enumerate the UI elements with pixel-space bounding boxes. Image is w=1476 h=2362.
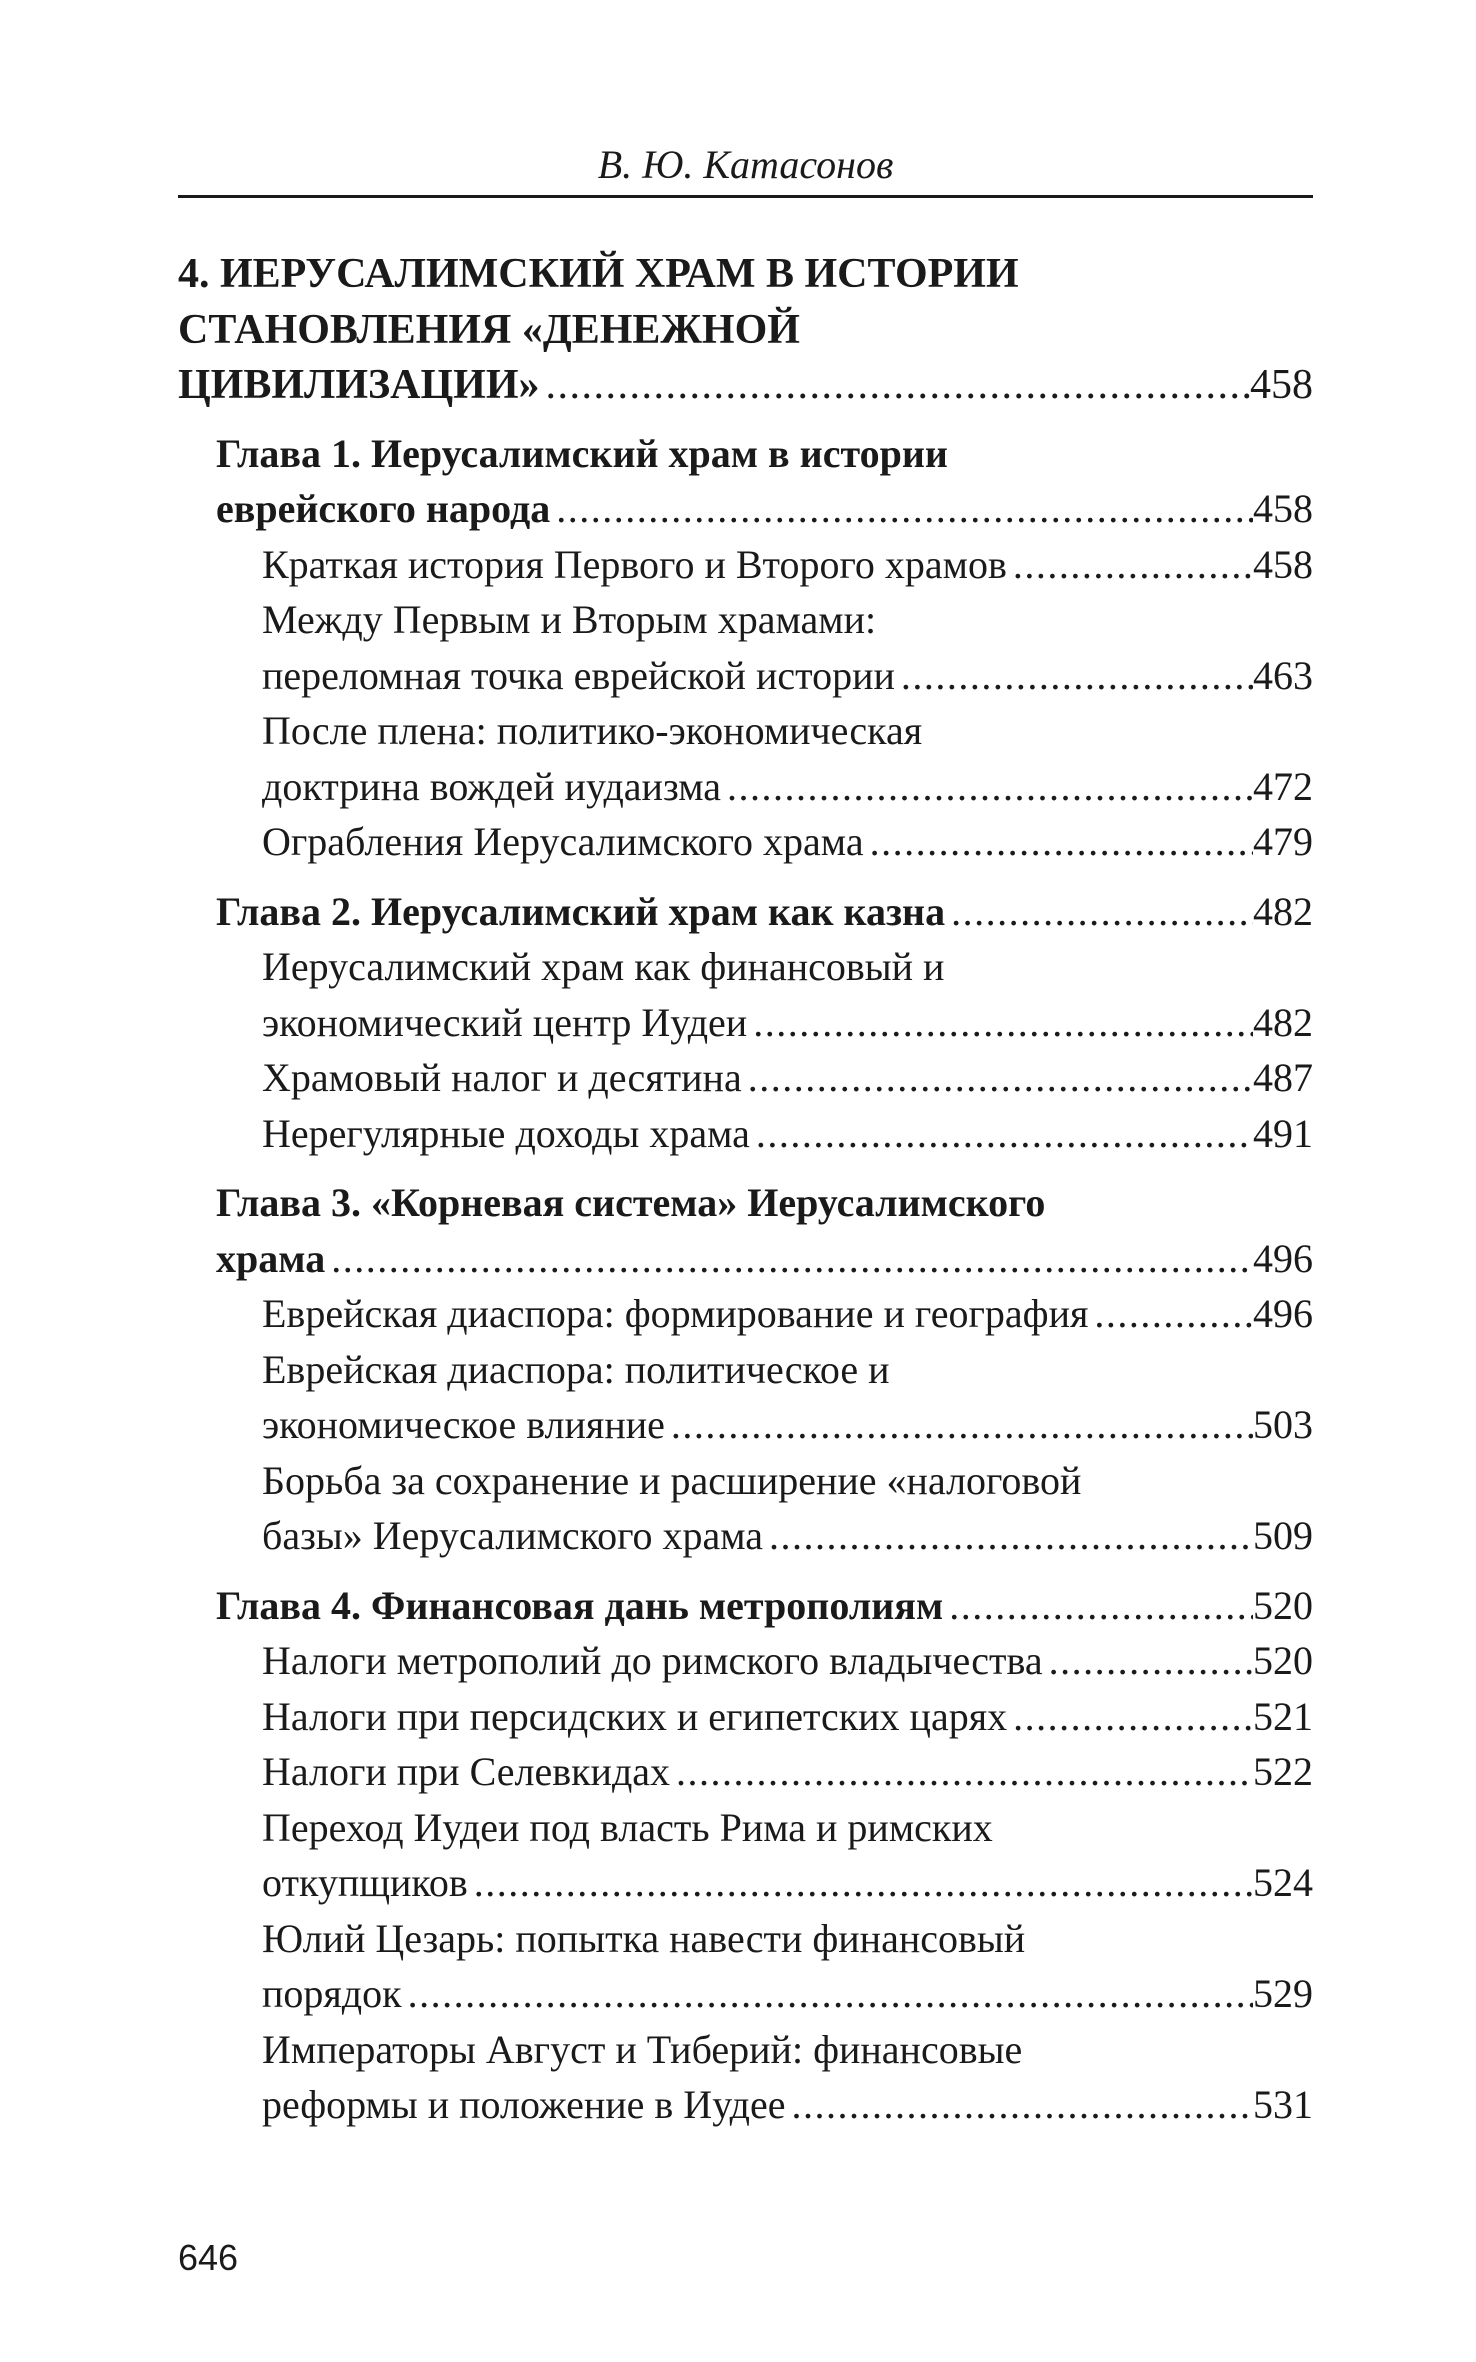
dot-leader: [721, 759, 1253, 815]
page-ref: 522: [1253, 1749, 1313, 1794]
dot-leader: [1007, 1689, 1253, 1745]
dot-leader: [742, 1050, 1253, 1106]
page-ref: 521: [1253, 1693, 1313, 1739]
dot-leader: [747, 995, 1253, 1051]
toc-section-entry[interactable]: [262, 537, 1313, 593]
toc-section-entry-title-line: Иерусалимский храм как финансовый и: [262, 944, 945, 989]
toc-section-entry-title-text: экономическое влияние: [262, 1402, 665, 1447]
toc-section-entry-title-last-line: [262, 1855, 1313, 1911]
page-ref: 496: [1253, 1235, 1313, 1281]
toc-section-entry[interactable]: [262, 1453, 1313, 1564]
toc-section-entry[interactable]: [262, 1744, 1313, 1800]
toc-section-entry[interactable]: [262, 1633, 1313, 1689]
toc-chapter-entry-title-line: Глава 1. Иерусалимский храм в истории: [216, 430, 948, 476]
toc-chapter-entry[interactable]: [216, 884, 1313, 940]
toc-section-entry-title-text: экономический центр Иудеи: [262, 999, 748, 1045]
toc-section-entry[interactable]: [262, 1106, 1313, 1162]
toc-chapter-entry-title-text: Глава 4. Финансовая дань метрополиям: [216, 1582, 944, 1628]
dot-leader: [1043, 1633, 1253, 1689]
toc-section-entry-title-text: Еврейская диаспора: формирование и география: [262, 1291, 1089, 1336]
toc-chapter-entry[interactable]: [216, 1175, 1313, 1286]
toc-section-entry-title-line: Переход Иудеи под власть Рима и римских: [262, 1804, 993, 1850]
running-header: В. Ю. Катасонов: [597, 142, 894, 187]
dot-leader: [1007, 537, 1253, 593]
page-ref: 531: [1253, 2082, 1313, 2127]
toc-chapter-entry-title-last-line: [216, 1231, 1313, 1287]
toc-section-entry[interactable]: [262, 1342, 1313, 1453]
toc-section-entry-title-text: откупщиков: [262, 1860, 468, 1905]
dot-leader: [786, 2077, 1253, 2133]
page-ref: 472: [1253, 763, 1313, 809]
dot-leader: [864, 814, 1253, 870]
toc-section-entry-title-last-line: [262, 648, 1313, 704]
page-ref: 496: [1253, 1291, 1313, 1336]
page-ref: 458: [1253, 541, 1313, 587]
toc-section-entry-title-last-line: [262, 1286, 1313, 1342]
toc-part-entry-title-line: СТАНОВЛЕНИЯ «ДЕНЕЖНОЙ: [178, 306, 800, 353]
toc-part-entry-title-line: 4. ИЕРУСАЛИМСКИЙ ХРАМ В ИСТОРИИ: [178, 251, 1019, 297]
toc-section-entry-title-text: Налоги при Селевкидах: [262, 1749, 671, 1794]
toc-chapter-entry[interactable]: [216, 1578, 1313, 1634]
toc-section-entry[interactable]: [262, 1050, 1313, 1106]
toc-part-entry-title-text: ЦИВИЛИЗАЦИИ»: [178, 362, 540, 408]
toc-chapter-entry-title-last-line: [216, 884, 1313, 940]
page-ref: 520: [1253, 1582, 1313, 1628]
toc-section-entry-title-line: Императоры Август и Тиберий: финансовые: [262, 2026, 1023, 2072]
dot-leader: [750, 1106, 1253, 1162]
toc-section-entry[interactable]: [262, 1911, 1313, 2022]
page-ref: 458: [1253, 486, 1313, 531]
toc-section-entry-title-last-line: [262, 1050, 1313, 1106]
page-ref: 458: [1250, 362, 1313, 408]
toc-part-entry[interactable]: [178, 247, 1313, 414]
page-ref: 479: [1253, 819, 1313, 864]
toc-chapter-entry-title-text: храма: [216, 1235, 326, 1281]
page-ref: 529: [1253, 1971, 1313, 2016]
toc-section-entry-title-text: Храмовый налог и десятина: [262, 1055, 742, 1100]
toc-section-entry-title-text: порядок: [262, 1971, 402, 2016]
toc-section-entry-title-last-line: [262, 1397, 1313, 1453]
toc-section-entry-title-text: базы» Иерусалимского храма: [262, 1513, 764, 1558]
toc-section-entry[interactable]: [262, 1800, 1313, 1911]
toc-part-entry-title-last-line: [178, 358, 1313, 414]
toc-chapter-entry-title-last-line: [216, 481, 1313, 537]
toc-section-entry-title-last-line: [262, 814, 1313, 870]
toc-section-entry-title-text: Нерегулярные доходы храма: [262, 1110, 750, 1156]
toc-section-entry[interactable]: [262, 1689, 1313, 1745]
dot-leader: [945, 884, 1253, 940]
dot-leader: [1088, 1286, 1253, 1342]
toc-section-entry-title-last-line: [262, 1106, 1313, 1162]
dot-leader: [670, 1744, 1253, 1800]
toc-section-entry-title-last-line: [262, 2077, 1313, 2133]
toc-section-entry-title-last-line: [262, 1689, 1313, 1745]
toc-section-entry[interactable]: [262, 939, 1313, 1050]
toc-section-entry-title-line: Еврейская диаспора: политическое и: [262, 1346, 890, 1392]
toc-section-entry-title-last-line: [262, 759, 1313, 815]
toc-section-entry-title-last-line: [262, 537, 1313, 593]
toc-section-entry-title-text: Ограбления Иерусалимского храма: [262, 819, 864, 864]
page-number: 646: [178, 2237, 239, 2278]
page-ref: 463: [1253, 652, 1313, 698]
toc-chapter-entry-title-text: еврейского народа: [216, 486, 551, 531]
toc-section-entry-title-text: переломная точка еврейской истории: [262, 652, 895, 698]
toc-section-entry-title-line: Между Первым и Вторым храмами:: [262, 597, 877, 642]
toc-section-entry-title-last-line: [262, 1508, 1313, 1564]
header-rule: [178, 195, 1313, 198]
toc-section-entry-title-last-line: [262, 1633, 1313, 1689]
toc-section-entry[interactable]: [262, 2022, 1313, 2133]
toc-section-entry-title-line: Юлий Цезарь: попытка навести финансовый: [262, 1915, 1026, 1961]
dot-leader: [943, 1578, 1253, 1634]
page-ref: 487: [1253, 1055, 1313, 1100]
dot-leader: [550, 481, 1253, 537]
page-ref: 491: [1253, 1110, 1313, 1156]
toc-section-entry-title-last-line: [262, 995, 1313, 1051]
toc-section-entry-title-text: Налоги метрополий до римского владычества: [262, 1638, 1043, 1683]
dot-leader: [468, 1855, 1253, 1911]
toc-section-entry-title-text: Краткая история Первого и Второго храмов: [262, 541, 1007, 587]
toc-section-entry[interactable]: [262, 703, 1313, 814]
toc-section-entry-title-text: доктрина вождей иудаизма: [262, 763, 721, 809]
toc-section-entry[interactable]: [262, 592, 1313, 703]
toc-chapter-entry[interactable]: [216, 426, 1313, 537]
toc-chapter-entry-title-last-line: [216, 1578, 1313, 1634]
toc-section-entry-title-last-line: [262, 1966, 1313, 2022]
page-ref: 524: [1253, 1860, 1313, 1905]
toc-section-entry[interactable]: [262, 1286, 1313, 1342]
dot-leader: [325, 1231, 1253, 1287]
toc-chapter-entry-title-line: Глава 3. «Корневая система» Иерусалимского: [216, 1180, 1046, 1225]
table-of-contents: [178, 247, 1313, 2133]
toc-section-entry-title-line: После плена: политико-экономическая: [262, 708, 923, 753]
dot-leader: [763, 1508, 1253, 1564]
toc-section-entry-title-text: Налоги при персидских и египетских царях: [262, 1693, 1008, 1739]
page-ref: 482: [1253, 999, 1313, 1045]
toc-chapter-entry-title-text: Глава 2. Иерусалимский храм как казна: [216, 888, 946, 934]
page-ref: 509: [1253, 1513, 1313, 1558]
page-ref: 503: [1253, 1402, 1313, 1447]
page-ref: 520: [1253, 1638, 1313, 1683]
dot-leader: [402, 1966, 1253, 2022]
dot-leader: [540, 358, 1251, 414]
toc-section-entry-title-line: Борьба за сохранение и расширение «налоговой: [262, 1457, 1082, 1503]
toc-section-entry-title-last-line: [262, 1744, 1313, 1800]
dot-leader: [665, 1397, 1253, 1453]
toc-section-entry[interactable]: [262, 814, 1313, 870]
toc-section-entry-title-text: реформы и положение в Иудее: [262, 2082, 786, 2127]
page-ref: 482: [1253, 888, 1313, 934]
dot-leader: [895, 648, 1253, 704]
